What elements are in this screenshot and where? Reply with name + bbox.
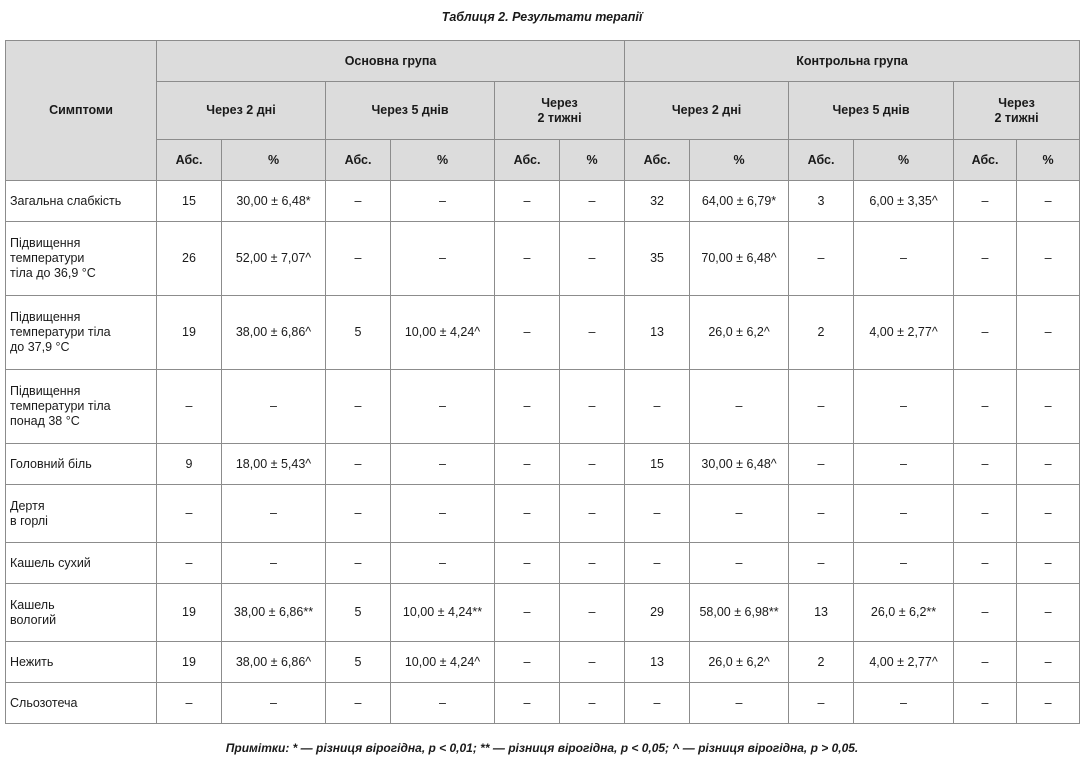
main-group-header: Основна група xyxy=(157,41,625,82)
pct-value-cell: – xyxy=(854,485,954,543)
pct-value-cell: 38,00 ± 6,86** xyxy=(222,584,326,642)
abs-value-cell: – xyxy=(495,584,560,642)
abs-value-cell: 15 xyxy=(625,444,690,485)
abs-value-cell: 5 xyxy=(326,584,391,642)
pct-value-cell: 30,00 ± 6,48^ xyxy=(690,444,789,485)
abs-value-cell: – xyxy=(625,370,690,444)
pct-value-cell: 4,00 ± 2,77^ xyxy=(854,296,954,370)
symptom-label: Загальна слабкість xyxy=(10,193,122,208)
table-row xyxy=(6,543,1080,584)
pct-value-cell: – xyxy=(854,222,954,296)
pct-header: % xyxy=(560,140,625,181)
symptoms-header: Симптоми xyxy=(6,41,157,181)
symptom-cell xyxy=(6,642,157,683)
pct-value-cell: 64,00 ± 6,79* xyxy=(690,181,789,222)
abs-value-cell: – xyxy=(495,181,560,222)
period-header: Через 5 днів xyxy=(326,82,495,140)
table-note: Примітки: * — різниця вірогідна, р < 0,01; ** — різниця вірогідна, р < 0,05; ^ — різниця вірогідна, р > 0,05. xyxy=(225,741,859,755)
pct-header: % xyxy=(391,140,495,181)
symptom-cell xyxy=(6,181,157,222)
pct-value-cell: – xyxy=(391,444,495,485)
abs-value-cell: 5 xyxy=(326,296,391,370)
symptom-cell xyxy=(6,222,157,296)
symptom-label: Дертя в горлі xyxy=(10,498,48,528)
abs-value-cell: 5 xyxy=(326,642,391,683)
abs-value-cell: – xyxy=(495,370,560,444)
abs-value-cell: – xyxy=(954,683,1017,724)
table-row xyxy=(6,296,1080,370)
abs-value-cell: 19 xyxy=(157,584,222,642)
abs-value-cell: – xyxy=(954,485,1017,543)
abs-value-cell: – xyxy=(157,485,222,543)
pct-value-cell: 10,00 ± 4,24** xyxy=(391,584,495,642)
abs-header: Абс. xyxy=(625,140,690,181)
abs-value-cell: 15 xyxy=(157,181,222,222)
pct-value-cell: – xyxy=(1017,543,1080,584)
abs-header: Абс. xyxy=(954,140,1017,181)
pct-value-cell: – xyxy=(854,444,954,485)
abs-value-cell: – xyxy=(954,543,1017,584)
pct-value-cell: – xyxy=(560,181,625,222)
pct-value-cell: – xyxy=(560,485,625,543)
pct-value-cell: – xyxy=(222,543,326,584)
abs-value-cell: – xyxy=(326,543,391,584)
abs-value-cell: – xyxy=(495,444,560,485)
pct-header: % xyxy=(690,140,789,181)
abs-value-cell: – xyxy=(157,543,222,584)
pct-value-cell: 26,0 ± 6,2^ xyxy=(690,296,789,370)
abs-value-cell: 3 xyxy=(789,181,854,222)
abs-value-cell: – xyxy=(326,683,391,724)
abs-value-cell: – xyxy=(157,370,222,444)
period-header: Через 2 дні xyxy=(157,82,326,140)
table-caption: Таблиця 2. Результати терапії xyxy=(441,10,643,24)
abs-value-cell: – xyxy=(789,543,854,584)
abs-value-cell: 19 xyxy=(157,296,222,370)
pct-value-cell: – xyxy=(391,370,495,444)
abs-value-cell: 2 xyxy=(789,296,854,370)
symptom-label: Нежить xyxy=(10,654,54,669)
pct-value-cell: – xyxy=(1017,222,1080,296)
symptom-cell xyxy=(6,584,157,642)
pct-value-cell: 30,00 ± 6,48* xyxy=(222,181,326,222)
symptom-cell xyxy=(6,296,157,370)
abs-value-cell: 29 xyxy=(625,584,690,642)
abs-value-cell: 19 xyxy=(157,642,222,683)
symptom-label: Підвищення температури тіла до 37,9 °С xyxy=(10,310,111,354)
table-row xyxy=(6,222,1080,296)
abs-value-cell: – xyxy=(954,584,1017,642)
period-header: Через 2 дні xyxy=(625,82,789,140)
symptom-label: Підвищення температури тіла понад 38 °С xyxy=(10,384,111,428)
pct-value-cell: 18,00 ± 5,43^ xyxy=(222,444,326,485)
abs-value-cell: – xyxy=(954,444,1017,485)
pct-value-cell: – xyxy=(560,296,625,370)
abs-value-cell: 32 xyxy=(625,181,690,222)
abs-value-cell: 13 xyxy=(625,642,690,683)
abs-value-cell: 26 xyxy=(157,222,222,296)
pct-value-cell: – xyxy=(222,370,326,444)
symptom-cell xyxy=(6,370,157,444)
abs-value-cell: 35 xyxy=(625,222,690,296)
pct-value-cell: – xyxy=(560,683,625,724)
abs-value-cell: 13 xyxy=(625,296,690,370)
results-table xyxy=(5,40,1080,724)
abs-header: Абс. xyxy=(326,140,391,181)
abs-value-cell: – xyxy=(495,222,560,296)
pct-value-cell: – xyxy=(391,181,495,222)
table-row xyxy=(6,181,1080,222)
period-header: Через 5 днів xyxy=(789,82,954,140)
abs-value-cell: – xyxy=(789,222,854,296)
pct-value-cell: – xyxy=(854,370,954,444)
pct-value-cell: – xyxy=(560,642,625,683)
abs-header: Абс. xyxy=(789,140,854,181)
symptom-label: Кашель вологий xyxy=(10,597,57,627)
abs-value-cell: – xyxy=(495,683,560,724)
pct-value-cell: 6,00 ± 3,35^ xyxy=(854,181,954,222)
abs-value-cell: – xyxy=(789,444,854,485)
pct-value-cell: – xyxy=(854,683,954,724)
table-row xyxy=(6,584,1080,642)
pct-value-cell: – xyxy=(560,543,625,584)
abs-value-cell: – xyxy=(495,543,560,584)
abs-value-cell: – xyxy=(326,485,391,543)
pct-value-cell: – xyxy=(1017,485,1080,543)
abs-value-cell: – xyxy=(789,683,854,724)
pct-value-cell: – xyxy=(560,444,625,485)
pct-value-cell: 10,00 ± 4,24^ xyxy=(391,642,495,683)
pct-value-cell: – xyxy=(391,543,495,584)
abs-value-cell: – xyxy=(495,642,560,683)
pct-value-cell: – xyxy=(690,370,789,444)
table-body xyxy=(6,181,1080,724)
pct-header: % xyxy=(1017,140,1080,181)
pct-value-cell: 26,0 ± 6,2^ xyxy=(690,642,789,683)
abs-header: Абс. xyxy=(495,140,560,181)
pct-value-cell: 26,0 ± 6,2** xyxy=(854,584,954,642)
abs-value-cell: – xyxy=(625,683,690,724)
symptom-cell xyxy=(6,444,157,485)
table-row xyxy=(6,683,1080,724)
pct-value-cell: – xyxy=(560,584,625,642)
pct-value-cell: – xyxy=(560,222,625,296)
pct-value-cell: – xyxy=(690,543,789,584)
pct-value-cell: – xyxy=(690,683,789,724)
abs-value-cell: 9 xyxy=(157,444,222,485)
pct-value-cell: – xyxy=(1017,181,1080,222)
pct-value-cell: – xyxy=(1017,683,1080,724)
period-header: Через 2 тижні xyxy=(495,82,625,140)
pct-value-cell: 70,00 ± 6,48^ xyxy=(690,222,789,296)
control-group-header: Контрольна група xyxy=(625,41,1080,82)
symptom-label: Кашель сухий xyxy=(10,555,91,570)
symptom-cell xyxy=(6,683,157,724)
pct-value-cell: 4,00 ± 2,77^ xyxy=(854,642,954,683)
abs-value-cell: – xyxy=(157,683,222,724)
abs-value-cell: 13 xyxy=(789,584,854,642)
pct-header: % xyxy=(854,140,954,181)
symptom-label: Сльозотеча xyxy=(10,695,78,710)
abs-value-cell: – xyxy=(625,543,690,584)
abs-value-cell: – xyxy=(495,296,560,370)
abs-value-cell: 2 xyxy=(789,642,854,683)
pct-value-cell: – xyxy=(690,485,789,543)
table-row xyxy=(6,485,1080,543)
symptom-cell xyxy=(6,485,157,543)
abs-value-cell: – xyxy=(954,222,1017,296)
pct-value-cell: – xyxy=(222,683,326,724)
abs-value-cell: – xyxy=(326,370,391,444)
abs-value-cell: – xyxy=(954,370,1017,444)
symptom-label: Підвищення температури тіла до 36,9 °С xyxy=(10,236,96,280)
abs-value-cell: – xyxy=(326,181,391,222)
pct-value-cell: 38,00 ± 6,86^ xyxy=(222,296,326,370)
table-row xyxy=(6,642,1080,683)
pct-value-cell: – xyxy=(560,370,625,444)
pct-value-cell: – xyxy=(1017,642,1080,683)
symptom-cell xyxy=(6,543,157,584)
symptom-label: Головний біль xyxy=(10,456,92,471)
abs-value-cell: – xyxy=(954,642,1017,683)
table-row xyxy=(6,370,1080,444)
pct-value-cell: 58,00 ± 6,98** xyxy=(690,584,789,642)
abs-value-cell: – xyxy=(326,222,391,296)
abs-value-cell: – xyxy=(954,181,1017,222)
abs-value-cell: – xyxy=(625,485,690,543)
pct-value-cell: – xyxy=(1017,370,1080,444)
pct-header: % xyxy=(222,140,326,181)
pct-value-cell: – xyxy=(391,485,495,543)
pct-value-cell: – xyxy=(222,485,326,543)
pct-value-cell: – xyxy=(391,683,495,724)
pct-value-cell: – xyxy=(1017,444,1080,485)
table-row xyxy=(6,444,1080,485)
period-header: Через 2 тижні xyxy=(954,82,1080,140)
abs-value-cell: – xyxy=(789,370,854,444)
pct-value-cell: 52,00 ± 7,07^ xyxy=(222,222,326,296)
abs-value-cell: – xyxy=(326,444,391,485)
pct-value-cell: – xyxy=(391,222,495,296)
pct-value-cell: 10,00 ± 4,24^ xyxy=(391,296,495,370)
pct-value-cell: – xyxy=(854,543,954,584)
pct-value-cell: 38,00 ± 6,86^ xyxy=(222,642,326,683)
pct-value-cell: – xyxy=(1017,584,1080,642)
abs-header: Абс. xyxy=(157,140,222,181)
abs-value-cell: – xyxy=(789,485,854,543)
abs-value-cell: – xyxy=(495,485,560,543)
abs-value-cell: – xyxy=(954,296,1017,370)
pct-value-cell: – xyxy=(1017,296,1080,370)
